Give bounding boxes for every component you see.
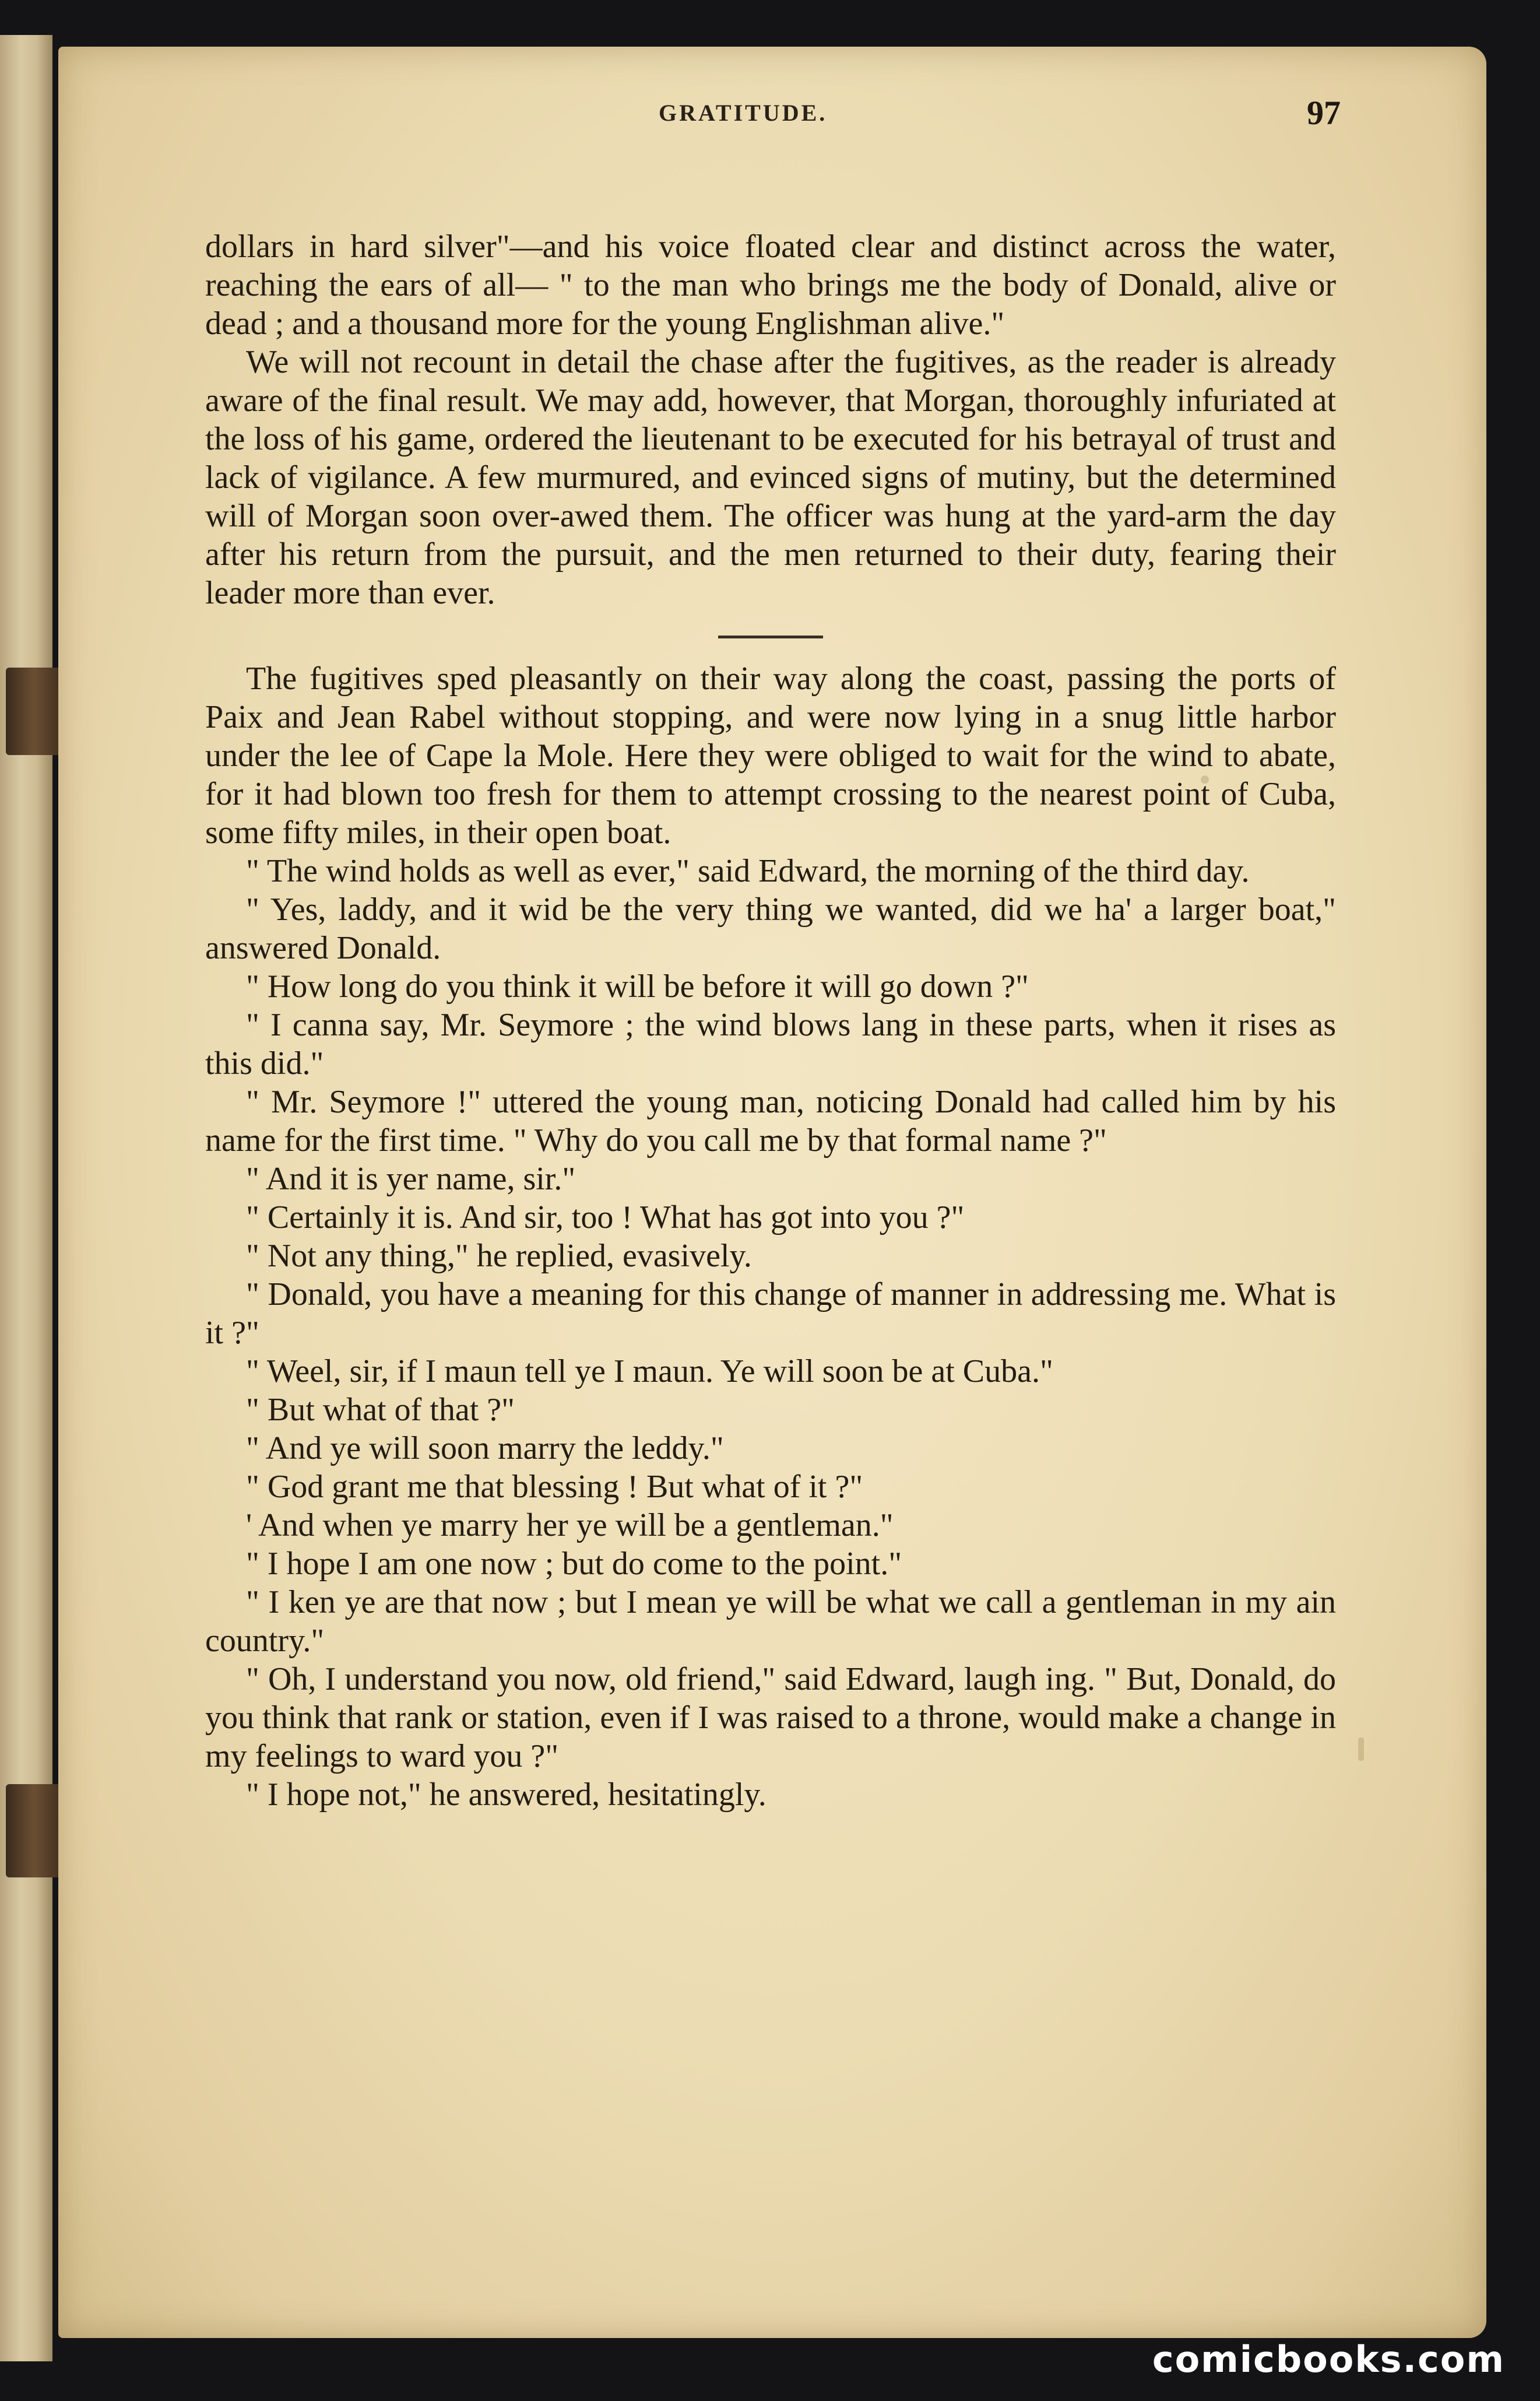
dialogue-line: " I hope not," he answered, hesitatingly. (246, 1777, 767, 1813)
dialogue-line: " How long do you think it will be before it will go down ?" (246, 968, 1029, 1005)
dialogue-line: " Mr. Seymore !" uttered the young man, noticing Donald had called him by his name for the first time. " Why do you call me by that formal name ?" (205, 1084, 1336, 1159)
paper-spot (1358, 1737, 1364, 1761)
book-spine-edge (0, 35, 52, 2361)
dialogue-line: ' And when ye marry her ye will be a gentleman." (246, 1507, 894, 1543)
body-text (205, 227, 1336, 1814)
dialogue-line: " I hope I am one now ; but do come to the point." (246, 1546, 902, 1582)
paragraph: We will not recount in detail the chase after the fugitives, as the reader is already aware of the final result. We may add, however, that Morgan, thoroughly infuriated at the loss of his game, ordered the lieutenant to be executed for his betrayal of trust and lack of vigilance. A few murmured, and evinced signs of mutiny, but the determined will of Morgan soon over-awed them. The officer was hung at the yard-arm the day after his return from the pursuit, and the men returned to their duty, fearing their leader more than ever. (205, 344, 1336, 611)
dialogue-line: " Oh, I understand you now, old friend," said Edward, laugh ing. " But, Donald, do you think that rank or station, even if I was raised to a throne, would make a change in my feelings to ward you ?" (205, 1661, 1336, 1774)
dialogue-line: " The wind holds as well as ever," said Edward, the morning of the third day. (246, 853, 1250, 889)
running-head: GRATITUDE. (659, 100, 828, 126)
page-number: 97 (1307, 94, 1341, 132)
dialogue-line: " Certainly it is. And sir, too ! What has got into you ?" (246, 1199, 965, 1235)
dialogue-line: " Yes, laddy, and it wid be the very thing we wanted, did we ha' a larger boat," answered Donald. (205, 891, 1336, 966)
dialogue-line: " God grant me that blessing ! But what of it ?" (246, 1469, 863, 1505)
dialogue-line: " And ye will soon marry the leddy." (246, 1430, 724, 1466)
dialogue-line: " Weel, sir, if I maun tell ye I maun. Ye will soon be at Cuba." (246, 1353, 1053, 1389)
paragraph: dollars in hard silver"—and his voice floated clear and distinct across the water, reaching the ears of all— " to the man who brings me the body of Donald, alive or dead ; and a thousand more for the young Englishman alive." (205, 229, 1336, 342)
page-header (204, 94, 1341, 146)
dialogue-line: " Donald, you have a meaning for this change of manner in addressing me. What is it ?" (205, 1276, 1336, 1351)
paragraph: The fugitives sped pleasantly on their way along the coast, passing the ports of Paix and Jean Rabel without stopping, and were now lying in a snug little harbor under the lee of Cape la Mole. Here they were obliged to wait for the wind to abate, for it had blown too fresh for them to attempt crossing to the nearest point of Cuba, some fifty miles, in their open boat. (205, 661, 1336, 851)
dialogue-line: " Not any thing," he replied, evasively. (246, 1238, 752, 1274)
dialogue-line: " I canna say, Mr. Seymore ; the wind blows lang in these parts, when it rises as this did." (205, 1007, 1336, 1082)
section-divider (718, 636, 823, 638)
dialogue-line: " And it is yer name, sir." (246, 1161, 576, 1197)
dialogue-line: " But what of that ?" (246, 1392, 515, 1428)
dialogue-line: " I ken ye are that now ; but I mean ye will be what we call a gentleman in my ain country." (205, 1584, 1336, 1659)
site-watermark: comicbooks.com (1152, 2338, 1505, 2381)
